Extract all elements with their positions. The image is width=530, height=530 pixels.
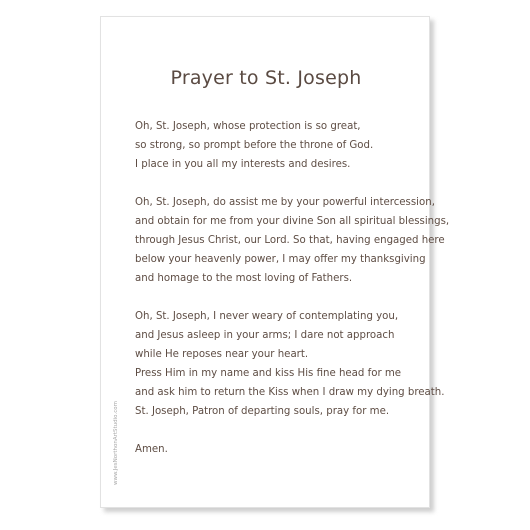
prayer-line: and obtain for me from your divine Son all spiritual blessings, bbox=[135, 216, 450, 227]
prayer-card bbox=[100, 16, 450, 508]
prayer-title: Prayer to St. Joseph bbox=[170, 67, 362, 89]
prayer-line: through Jesus Christ, our Lord. So that, having engaged here bbox=[135, 235, 445, 246]
prayer-line: while He reposes near your heart. bbox=[135, 349, 309, 360]
amen-line: Amen. bbox=[135, 444, 168, 455]
paragraph-2 bbox=[135, 193, 450, 288]
prayer-line: St. Joseph, Patron of departing souls, pray for me. bbox=[135, 406, 390, 417]
studio-credit: www.JesNorthonArtStudio.com bbox=[113, 401, 119, 485]
paragraph-1 bbox=[135, 117, 425, 174]
prayer-line: so strong, so prompt before the throne of God. bbox=[135, 140, 374, 151]
prayer-line: and homage to the most loving of Fathers. bbox=[135, 273, 353, 284]
prayer-line: and ask him to return the Kiss when I draw my dying breath. bbox=[135, 387, 445, 398]
prayer-line: Oh, St. Joseph, do assist me by your powerful intercession, bbox=[135, 197, 435, 208]
prayer-line: Oh, St. Joseph, whose protection is so great, bbox=[135, 121, 361, 132]
prayer-body bbox=[135, 117, 450, 478]
paragraph-3 bbox=[135, 307, 445, 421]
prayer-line: and Jesus asleep in your arms; I dare not approach bbox=[135, 330, 395, 341]
prayer-line: Press Him in my name and kiss His fine head for me bbox=[135, 368, 402, 379]
prayer-line: Oh, St. Joseph, I never weary of contemplating you, bbox=[135, 311, 399, 322]
prayer-line: below your heavenly power, I may offer my thanksgiving bbox=[135, 254, 426, 265]
prayer-line: I place in you all my interests and desires. bbox=[135, 159, 351, 170]
paragraph-4 bbox=[135, 440, 425, 459]
